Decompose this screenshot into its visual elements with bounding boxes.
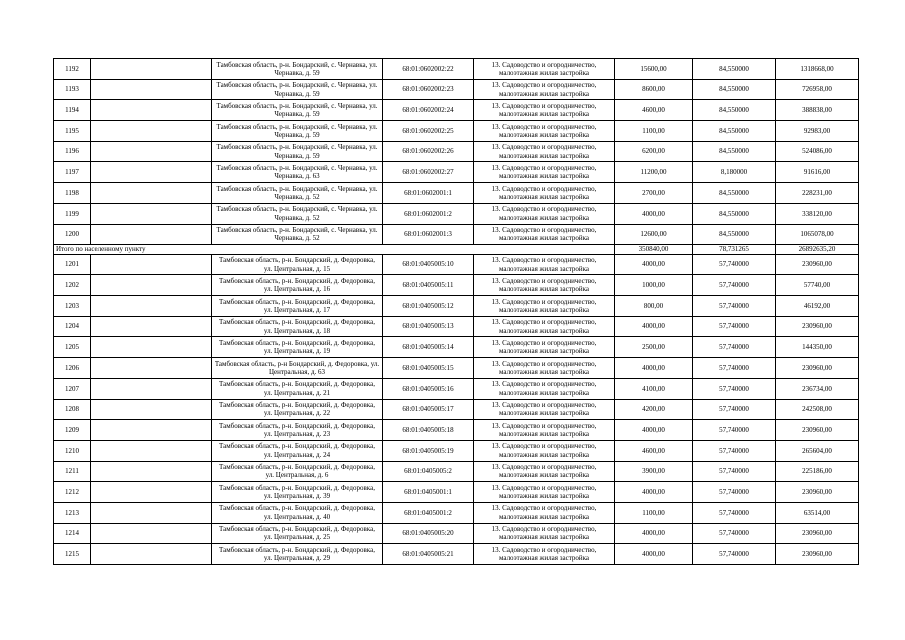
empty-cell xyxy=(91,254,212,275)
area-cell: 4000,00 xyxy=(615,420,693,441)
empty-cell xyxy=(91,502,212,523)
cadastral-value-cell: 726958,00 xyxy=(776,79,859,100)
specific-value-cell: 57,740000 xyxy=(693,523,776,544)
address-cell: Тамбовская область, р-н. Бондарский, с. Чернавка, ул. Чернавка, д. 52 xyxy=(212,203,383,224)
table-row xyxy=(54,523,859,544)
cadastral-number-cell: 68:01:0602002:27 xyxy=(383,162,474,183)
area-cell: 11200,00 xyxy=(615,162,693,183)
table-row xyxy=(54,420,859,441)
cadastral-value-cell: 388838,00 xyxy=(776,100,859,121)
land-use-cell: 13. Садоводство и огородничество, малоэтажная жилая застройка xyxy=(474,141,615,162)
area-cell: 4000,00 xyxy=(615,523,693,544)
cadastral-number-cell: 68:01:0602002:22 xyxy=(383,59,474,80)
address-cell: Тамбовская область, р-н. Бондарский, д. Федоровка, ул. Центральная, д. 29 xyxy=(212,544,383,565)
specific-value-cell: 57,740000 xyxy=(693,502,776,523)
row-number: 1209 xyxy=(54,420,91,441)
cadastral-value-cell: 230960,00 xyxy=(776,358,859,379)
table-body xyxy=(54,59,859,565)
row-number: 1192 xyxy=(54,59,91,80)
cadastral-value-cell: 338120,00 xyxy=(776,203,859,224)
area-cell: 3900,00 xyxy=(615,461,693,482)
area-cell: 15600,00 xyxy=(615,59,693,80)
address-cell: Тамбовская область, р-н. Бондарский, с. Чернавка, ул. Чернавка, д. 52 xyxy=(212,183,383,204)
row-number: 1204 xyxy=(54,316,91,337)
row-number: 1215 xyxy=(54,544,91,565)
row-number: 1214 xyxy=(54,523,91,544)
cadastral-number-cell: 68:01:0405005:12 xyxy=(383,296,474,317)
empty-cell xyxy=(91,141,212,162)
cadastral-value-cell: 228231,00 xyxy=(776,183,859,204)
empty-cell xyxy=(91,183,212,204)
table-row xyxy=(54,399,859,420)
cadastral-value-cell: 265604,00 xyxy=(776,440,859,461)
area-cell: 4000,00 xyxy=(615,316,693,337)
specific-value-cell: 84,550000 xyxy=(693,224,776,245)
cadastral-value-table xyxy=(53,58,859,565)
land-use-cell: 13. Садоводство и огородничество, малоэтажная жилая застройка xyxy=(474,296,615,317)
cadastral-value-cell: 230960,00 xyxy=(776,420,859,441)
row-number: 1207 xyxy=(54,378,91,399)
cadastral-value-cell: 230960,00 xyxy=(776,482,859,503)
cadastral-number-cell: 68:01:0405001:2 xyxy=(383,502,474,523)
land-use-cell: 13. Садоводство и огородничество, малоэтажная жилая застройка xyxy=(474,203,615,224)
empty-cell xyxy=(91,337,212,358)
row-number: 1211 xyxy=(54,461,91,482)
subtotal-label: Итого по населенному пункту xyxy=(54,245,615,255)
row-number: 1202 xyxy=(54,275,91,296)
cadastral-number-cell: 68:01:0405005:16 xyxy=(383,378,474,399)
row-number: 1205 xyxy=(54,337,91,358)
table-row xyxy=(54,183,859,204)
table-row xyxy=(54,358,859,379)
empty-cell xyxy=(91,399,212,420)
specific-value-cell: 84,550000 xyxy=(693,79,776,100)
empty-cell xyxy=(91,461,212,482)
cadastral-number-cell: 68:01:0602002:25 xyxy=(383,121,474,142)
address-cell: Тамбовская область, р-н. Бондарский, с. Чернавка, ул. Чернавка, д. 52 xyxy=(212,224,383,245)
land-use-cell: 13. Садоводство и огородничество, малоэтажная жилая застройка xyxy=(474,254,615,275)
row-number: 1195 xyxy=(54,121,91,142)
land-use-cell: 13. Садоводство и огородничество, малоэтажная жилая застройка xyxy=(474,358,615,379)
land-use-cell: 13. Садоводство и огородничество, малоэтажная жилая застройка xyxy=(474,544,615,565)
area-cell: 4000,00 xyxy=(615,358,693,379)
table-row xyxy=(54,502,859,523)
area-cell: 12600,00 xyxy=(615,224,693,245)
land-use-cell: 13. Садоводство и огородничество, малоэтажная жилая застройка xyxy=(474,316,615,337)
empty-cell xyxy=(91,482,212,503)
address-cell: Тамбовская область, р-н. Бондарский, с. Чернавка, ул. Чернавка, д. 59 xyxy=(212,79,383,100)
area-cell: 4000,00 xyxy=(615,482,693,503)
empty-cell xyxy=(91,420,212,441)
land-use-cell: 13. Садоводство и огородничество, малоэтажная жилая застройка xyxy=(474,121,615,142)
cadastral-number-cell: 68:01:0602001:3 xyxy=(383,224,474,245)
cadastral-value-cell: 1318668,00 xyxy=(776,59,859,80)
table-row xyxy=(54,461,859,482)
address-cell: Тамбовская область, р-н. Бондарский, д. Федоровка, ул. Центральная, д. 23 xyxy=(212,420,383,441)
cadastral-number-cell: 68:01:0405005:18 xyxy=(383,420,474,441)
table-row xyxy=(54,440,859,461)
empty-cell xyxy=(91,224,212,245)
area-cell: 1100,00 xyxy=(615,502,693,523)
specific-value-cell: 57,740000 xyxy=(693,482,776,503)
empty-cell xyxy=(91,316,212,337)
empty-cell xyxy=(91,275,212,296)
cadastral-value-cell: 230960,00 xyxy=(776,254,859,275)
table-row xyxy=(54,296,859,317)
area-cell: 1100,00 xyxy=(615,121,693,142)
row-number: 1213 xyxy=(54,502,91,523)
specific-value-cell: 57,740000 xyxy=(693,316,776,337)
empty-cell xyxy=(91,523,212,544)
empty-cell xyxy=(91,544,212,565)
cadastral-number-cell: 68:01:0405005:21 xyxy=(383,544,474,565)
subtotal-row xyxy=(54,245,859,255)
address-cell: Тамбовская область, р-н. Бондарский, д. Федоровка, ул. Центральная, д. 6 xyxy=(212,461,383,482)
empty-cell xyxy=(91,162,212,183)
cadastral-number-cell: 68:01:0602001:1 xyxy=(383,183,474,204)
specific-value-cell: 84,550000 xyxy=(693,100,776,121)
land-use-cell: 13. Садоводство и огородничество, малоэтажная жилая застройка xyxy=(474,162,615,183)
address-cell: Тамбовская область, р-н. Бондарский, с. Чернавка, ул. Чернавка, д. 59 xyxy=(212,59,383,80)
address-cell: Тамбовская область, р-н. Бондарский, д. Федоровка, ул. Центральная, д. 17 xyxy=(212,296,383,317)
address-cell: Тамбовская область, р-н Бондарский, д. Федоровка, ул. Центральная, д. 63 xyxy=(212,358,383,379)
specific-value-cell: 57,740000 xyxy=(693,254,776,275)
table-row xyxy=(54,337,859,358)
specific-value-cell: 57,740000 xyxy=(693,358,776,379)
area-cell: 4600,00 xyxy=(615,440,693,461)
subtotal-value: 26892635,20 xyxy=(776,245,859,255)
area-cell: 4000,00 xyxy=(615,254,693,275)
cadastral-number-cell: 68:01:0405005:17 xyxy=(383,399,474,420)
row-number: 1210 xyxy=(54,440,91,461)
row-number: 1212 xyxy=(54,482,91,503)
specific-value-cell: 57,740000 xyxy=(693,420,776,441)
row-number: 1208 xyxy=(54,399,91,420)
table-row xyxy=(54,316,859,337)
land-use-cell: 13. Садоводство и огородничество, малоэтажная жилая застройка xyxy=(474,440,615,461)
empty-cell xyxy=(91,79,212,100)
address-cell: Тамбовская область, р-н. Бондарский, д. Федоровка, ул. Центральная, д. 16 xyxy=(212,275,383,296)
cadastral-value-cell: 242508,00 xyxy=(776,399,859,420)
table-row xyxy=(54,100,859,121)
cadastral-value-cell: 1065078,00 xyxy=(776,224,859,245)
cadastral-number-cell: 68:01:0405005:20 xyxy=(383,523,474,544)
area-cell: 2700,00 xyxy=(615,183,693,204)
land-use-cell: 13. Садоводство и огородничество, малоэтажная жилая застройка xyxy=(474,461,615,482)
area-cell: 4000,00 xyxy=(615,544,693,565)
row-number: 1197 xyxy=(54,162,91,183)
cadastral-number-cell: 68:01:0405005:19 xyxy=(383,440,474,461)
specific-value-cell: 84,550000 xyxy=(693,183,776,204)
land-use-cell: 13. Садоводство и огородничество, малоэтажная жилая застройка xyxy=(474,523,615,544)
address-cell: Тамбовская область, р-н. Бондарский, д. Федоровка, ул. Центральная, д. 22 xyxy=(212,399,383,420)
area-cell: 4200,00 xyxy=(615,399,693,420)
table-row xyxy=(54,59,859,80)
row-number: 1198 xyxy=(54,183,91,204)
cadastral-number-cell: 68:01:0602002:23 xyxy=(383,79,474,100)
area-cell: 4600,00 xyxy=(615,100,693,121)
table-row xyxy=(54,121,859,142)
land-use-cell: 13. Садоводство и огородничество, малоэтажная жилая застройка xyxy=(474,183,615,204)
land-use-cell: 13. Садоводство и огородничество, малоэтажная жилая застройка xyxy=(474,502,615,523)
table-row xyxy=(54,162,859,183)
cadastral-number-cell: 68:01:0405005:15 xyxy=(383,358,474,379)
cadastral-number-cell: 68:01:0602001:2 xyxy=(383,203,474,224)
land-use-cell: 13. Садоводство и огородничество, малоэтажная жилая застройка xyxy=(474,482,615,503)
specific-value-cell: 57,740000 xyxy=(693,461,776,482)
empty-cell xyxy=(91,121,212,142)
specific-value-cell: 57,740000 xyxy=(693,440,776,461)
land-use-cell: 13. Садоводство и огородничество, малоэтажная жилая застройка xyxy=(474,59,615,80)
area-cell: 6200,00 xyxy=(615,141,693,162)
cadastral-value-cell: 63514,00 xyxy=(776,502,859,523)
land-use-cell: 13. Садоводство и огородничество, малоэтажная жилая застройка xyxy=(474,79,615,100)
table-row xyxy=(54,203,859,224)
cadastral-number-cell: 68:01:0405005:10 xyxy=(383,254,474,275)
table-row xyxy=(54,544,859,565)
specific-value-cell: 57,740000 xyxy=(693,378,776,399)
cadastral-number-cell: 68:01:0405005:11 xyxy=(383,275,474,296)
subtotal-area: 350840,00 xyxy=(615,245,693,255)
specific-value-cell: 57,740000 xyxy=(693,399,776,420)
row-number: 1194 xyxy=(54,100,91,121)
table-row xyxy=(54,224,859,245)
address-cell: Тамбовская область, р-н. Бондарский, д. Федоровка, ул. Центральная, д. 15 xyxy=(212,254,383,275)
table-row xyxy=(54,482,859,503)
specific-value-cell: 84,550000 xyxy=(693,121,776,142)
cadastral-number-cell: 68:01:0405005:14 xyxy=(383,337,474,358)
empty-cell xyxy=(91,378,212,399)
specific-value-cell: 84,550000 xyxy=(693,59,776,80)
address-cell: Тамбовская область, р-н. Бондарский, д. Федоровка, ул. Центральная, д. 19 xyxy=(212,337,383,358)
cadastral-value-cell: 225186,00 xyxy=(776,461,859,482)
table-row xyxy=(54,141,859,162)
area-cell: 800,00 xyxy=(615,296,693,317)
address-cell: Тамбовская область, р-н. Бондарский, д. Федоровка, ул. Центральная, д. 24 xyxy=(212,440,383,461)
land-use-cell: 13. Садоводство и огородничество, малоэтажная жилая застройка xyxy=(474,224,615,245)
land-use-cell: 13. Садоводство и огородничество, малоэтажная жилая застройка xyxy=(474,337,615,358)
empty-cell xyxy=(91,296,212,317)
address-cell: Тамбовская область, р-н. Бондарский, с. Чернавка, ул. Чернавка, д. 59 xyxy=(212,121,383,142)
land-use-cell: 13. Садоводство и огородничество, малоэтажная жилая застройка xyxy=(474,399,615,420)
cadastral-value-cell: 92983,00 xyxy=(776,121,859,142)
specific-value-cell: 84,550000 xyxy=(693,203,776,224)
empty-cell xyxy=(91,59,212,80)
cadastral-value-cell: 524086,00 xyxy=(776,141,859,162)
cadastral-value-cell: 144350,00 xyxy=(776,337,859,358)
row-number: 1203 xyxy=(54,296,91,317)
specific-value-cell: 57,740000 xyxy=(693,544,776,565)
cadastral-number-cell: 68:01:0405005:13 xyxy=(383,316,474,337)
address-cell: Тамбовская область, р-н. Бондарский, с. Чернавка, ул. Чернавка, д. 63 xyxy=(212,162,383,183)
cadastral-number-cell: 68:01:0405005:2 xyxy=(383,461,474,482)
address-cell: Тамбовская область, р-н. Бондарский, с. Чернавка, ул. Чернавка, д. 59 xyxy=(212,141,383,162)
empty-cell xyxy=(91,440,212,461)
area-cell: 4000,00 xyxy=(615,203,693,224)
land-use-cell: 13. Садоводство и огородничество, малоэтажная жилая застройка xyxy=(474,275,615,296)
area-cell: 4100,00 xyxy=(615,378,693,399)
address-cell: Тамбовская область, р-н. Бондарский, д. Федоровка, ул. Центральная, д. 21 xyxy=(212,378,383,399)
cadastral-number-cell: 68:01:0602002:24 xyxy=(383,100,474,121)
cadastral-number-cell: 68:01:0602002:26 xyxy=(383,141,474,162)
cadastral-number-cell: 68:01:0405001:1 xyxy=(383,482,474,503)
land-use-cell: 13. Садоводство и огородничество, малоэтажная жилая застройка xyxy=(474,420,615,441)
specific-value-cell: 57,740000 xyxy=(693,296,776,317)
empty-cell xyxy=(91,100,212,121)
cadastral-value-cell: 91616,00 xyxy=(776,162,859,183)
cadastral-value-cell: 230960,00 xyxy=(776,544,859,565)
empty-cell xyxy=(91,358,212,379)
area-cell: 2500,00 xyxy=(615,337,693,358)
specific-value-cell: 57,740000 xyxy=(693,275,776,296)
empty-cell xyxy=(91,203,212,224)
cadastral-value-cell: 230960,00 xyxy=(776,523,859,544)
row-number: 1196 xyxy=(54,141,91,162)
row-number: 1200 xyxy=(54,224,91,245)
row-number: 1193 xyxy=(54,79,91,100)
row-number: 1206 xyxy=(54,358,91,379)
specific-value-cell: 84,550000 xyxy=(693,141,776,162)
table-row xyxy=(54,254,859,275)
row-number: 1199 xyxy=(54,203,91,224)
address-cell: Тамбовская область, р-н. Бондарский, д. Федоровка, ул. Центральная, д. 25 xyxy=(212,523,383,544)
land-use-cell: 13. Садоводство и огородничество, малоэтажная жилая застройка xyxy=(474,378,615,399)
specific-value-cell: 8,180000 xyxy=(693,162,776,183)
row-number: 1201 xyxy=(54,254,91,275)
table-row xyxy=(54,275,859,296)
area-cell: 8600,00 xyxy=(615,79,693,100)
subtotal-rate: 78,731265 xyxy=(693,245,776,255)
land-use-cell: 13. Садоводство и огородничество, малоэтажная жилая застройка xyxy=(474,100,615,121)
table-row xyxy=(54,79,859,100)
address-cell: Тамбовская область, р-н. Бондарский, с. Чернавка, ул. Чернавка, д. 59 xyxy=(212,100,383,121)
address-cell: Тамбовская область, р-н. Бондарский, д. Федоровка, ул. Центральная, д. 40 xyxy=(212,502,383,523)
table-row xyxy=(54,378,859,399)
address-cell: Тамбовская область, р-н. Бондарский, д. Федоровка, ул. Центральная, д. 39 xyxy=(212,482,383,503)
address-cell: Тамбовская область, р-н. Бондарский, д. Федоровка, ул. Центральная, д. 18 xyxy=(212,316,383,337)
area-cell: 1000,00 xyxy=(615,275,693,296)
specific-value-cell: 57,740000 xyxy=(693,337,776,358)
cadastral-value-cell: 57740,00 xyxy=(776,275,859,296)
cadastral-value-cell: 230960,00 xyxy=(776,316,859,337)
cadastral-value-cell: 236734,00 xyxy=(776,378,859,399)
cadastral-value-cell: 46192,00 xyxy=(776,296,859,317)
